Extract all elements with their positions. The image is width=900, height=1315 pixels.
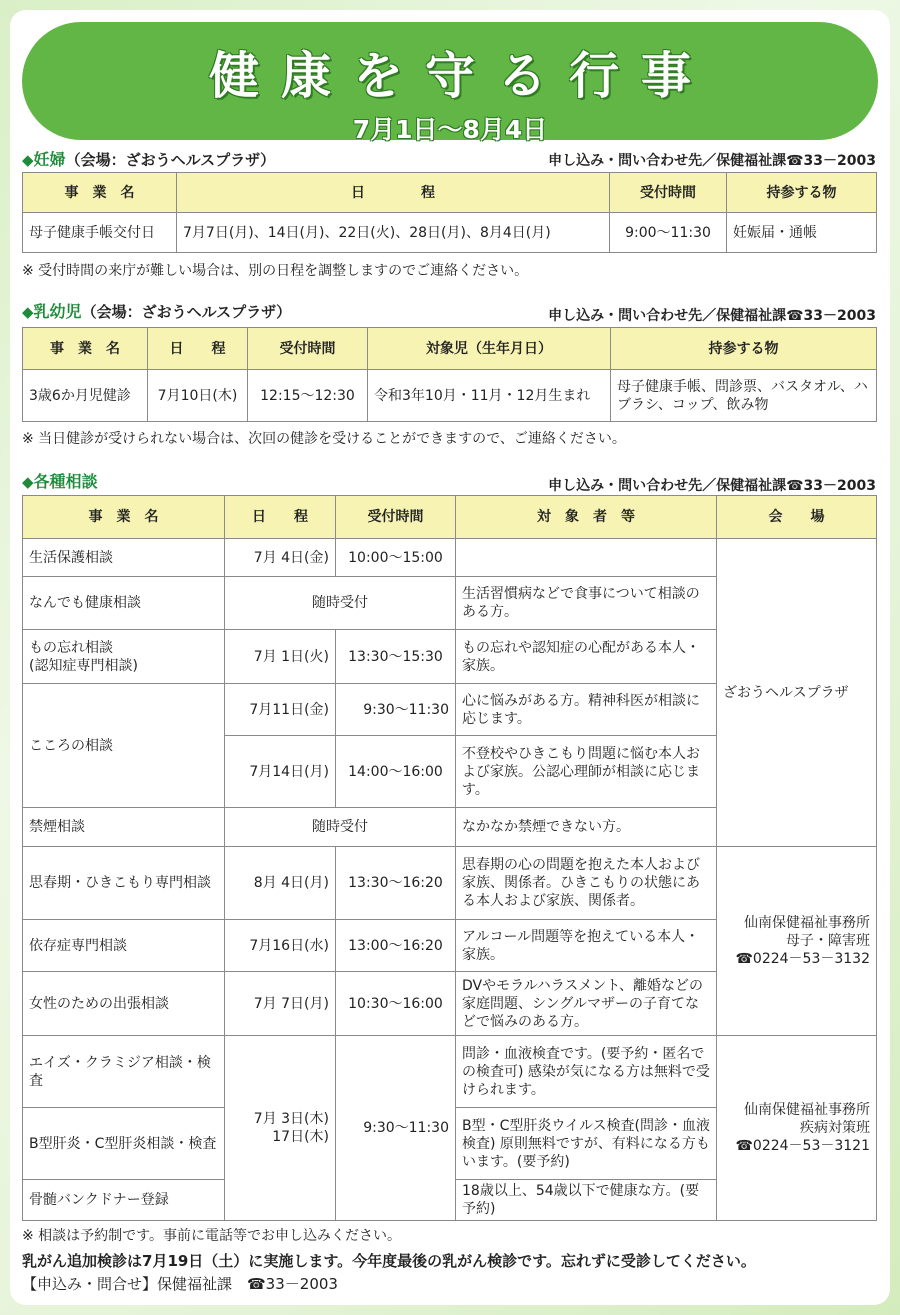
cell-time: 9:00～11:30 — [610, 213, 727, 253]
cell-name: もの忘れ相談 (認知症専門相談) — [23, 630, 225, 684]
cell-items: 妊娠届・通帳 — [727, 213, 877, 253]
cell-time: 13:30～16:20 — [336, 847, 456, 920]
col-header: 持参する物 — [611, 328, 877, 370]
col-header: 日 程 — [225, 496, 336, 539]
cell-name: 3歳6か月児健診 — [23, 370, 148, 422]
col-header: 受付時間 — [248, 328, 368, 370]
cell-target: 問診・血液検査です。(要予約・匿名での検査可) 感染が気になる方は無料で受けられます。 — [456, 1036, 717, 1108]
footer-contact: 【申込み・問合せ】保健福祉課 ☎33－2003 — [22, 1275, 338, 1293]
cell-items: 母子健康手帳、問診票、バスタオル、ハブラシ、コップ、飲み物 — [611, 370, 877, 422]
col-header: 会 場 — [717, 496, 877, 539]
diamond-bullet-icon: ◆ — [22, 473, 34, 491]
col-header: 対 象 者 等 — [456, 496, 717, 539]
section-venue: （会場：ざおうヘルスプラザ） — [81, 303, 292, 321]
cell-target: 心に悩みがある方。精神科医が相談に応じます。 — [456, 684, 717, 736]
cell-datetime: 随時受付 — [225, 577, 456, 630]
cell-name: 禁煙相談 — [23, 808, 225, 847]
section-name: 妊婦 — [33, 150, 66, 169]
cell-venue: 仙南保健福祉事務所 母子・障害班 ☎0224－53－3132 — [717, 847, 877, 1036]
cell-name: 骨髄バンクドナー登録 — [23, 1180, 225, 1221]
infant-note: ※ 当日健診が受けられない場合は、次回の健診を受けることができますので、ご連絡ください。 — [22, 431, 626, 447]
diamond-bullet-icon: ◆ — [22, 303, 34, 321]
table-row — [23, 539, 877, 577]
col-header: 日 程 — [177, 173, 610, 213]
cell-time: 14:00～16:00 — [336, 736, 456, 808]
cell-name: なんでも健康相談 — [23, 577, 225, 630]
pregnant-table — [22, 172, 877, 253]
cell-date: 7月 1日(火) — [225, 630, 336, 684]
cell-datetime: 随時受付 — [225, 808, 456, 847]
section-contact: 申し込み・問い合わせ先／保健福祉課☎33－2003 — [548, 308, 876, 324]
cell-date: 8月 4日(月) — [225, 847, 336, 920]
cell-date: 7月11日(金) — [225, 684, 336, 736]
cell-name: 思春期・ひきこもり専門相談 — [23, 847, 225, 920]
cell-date: 7月16日(水) — [225, 920, 336, 972]
pregnant-note: ※ 受付時間の来庁が難しい場合は、別の日程を調整しますのでご連絡ください。 — [22, 263, 529, 279]
table-row — [23, 370, 877, 422]
section-venue: （会場：ざおうヘルスプラザ） — [65, 151, 276, 169]
mammography-announcement: 乳がん追加検診は7月19日（土）に実施します。今年度最後の乳がん検診です。忘れずに受診してください。 — [22, 1252, 756, 1270]
cell-target: 不登校やひきこもり問題に悩む本人および家族。公認心理師が相談に応じます。 — [456, 736, 717, 808]
consult-section-heading — [22, 470, 876, 492]
cell-target: アルコール問題等を抱えている本人・家族。 — [456, 920, 717, 972]
col-header: 日 程 — [148, 328, 248, 370]
table-row — [23, 1036, 877, 1108]
section-contact: 申し込み・問い合わせ先／保健福祉課☎33－2003 — [548, 478, 876, 494]
cell-date: 7月 4日(金) — [225, 539, 336, 577]
col-header: 対象児（生年月日） — [368, 328, 611, 370]
col-header: 事 業 名 — [23, 328, 148, 370]
cell-name: こころの相談 — [23, 684, 225, 808]
page-title: 健康を守る行事 — [209, 47, 713, 105]
pregnant-section-heading — [22, 148, 876, 170]
cell-target: DVやモラルハラスメント、離婚などの家庭問題、シングルマザーの子育てなどで悩みのある方。 — [456, 972, 717, 1036]
cell-target: なかなか禁煙できない方。 — [456, 808, 717, 847]
cell-date: 7月10日(木) — [148, 370, 248, 422]
cell-target: 思春期の心の問題を抱えた本人および家族、関係者。ひきこもりの状態にある本人および家族、関係者。 — [456, 847, 717, 920]
table-row — [23, 847, 877, 920]
cell-venue: 仙南保健福祉事務所 疾病対策班 ☎0224－53－3121 — [717, 1036, 877, 1221]
cell-name: 女性のための出張相談 — [23, 972, 225, 1036]
cell-target: 令和3年10月・11月・12月生まれ — [368, 370, 611, 422]
consult-table — [22, 495, 877, 1221]
cell-name: 母子健康手帳交付日 — [23, 213, 177, 253]
cell-target: B型・C型肝炎ウイルス検査(問診・血液検査) 原則無料ですが、有料になる方もいます。(要予約) — [456, 1108, 717, 1180]
infant-table — [22, 327, 877, 422]
col-header: 事 業 名 — [23, 173, 177, 213]
title-banner — [22, 22, 878, 144]
consult-note: ※ 相談は予約制です。事前に電話等でお申し込みください。 — [22, 1228, 402, 1244]
cell-target: もの忘れや認知症の心配がある本人・家族。 — [456, 630, 717, 684]
cell-time: 9:30～11:30 — [336, 1036, 456, 1221]
table-row — [23, 213, 877, 253]
cell-target: 生活習慣病などで食事について相談のある方。 — [456, 577, 717, 630]
cell-name: 生活保護相談 — [23, 539, 225, 577]
cell-venue: ざおうヘルスプラザ — [717, 539, 877, 847]
cell-date: 7月14日(月) — [225, 736, 336, 808]
cell-time: 10:30～16:00 — [336, 972, 456, 1036]
cell-time: 13:30～15:30 — [336, 630, 456, 684]
cell-time: 10:00～15:00 — [336, 539, 456, 577]
diamond-bullet-icon: ◆ — [22, 151, 34, 169]
period-dates: 7月1日～8月4日 — [352, 115, 548, 144]
col-header: 受付時間 — [610, 173, 727, 213]
cell-target — [456, 539, 717, 577]
section-name: 各種相談 — [33, 472, 98, 491]
col-header: 持参する物 — [727, 173, 877, 213]
col-header: 事 業 名 — [23, 496, 225, 539]
cell-time: 9:30～11:30 — [336, 684, 456, 736]
cell-time: 12:15～12:30 — [248, 370, 368, 422]
infant-section-heading — [22, 300, 876, 322]
section-contact: 申し込み・問い合わせ先／保健福祉課☎33－2003 — [548, 153, 876, 169]
cell-name: B型肝炎・C型肝炎相談・検査 — [23, 1108, 225, 1180]
cell-date: 7月 7日(月) — [225, 972, 336, 1036]
cell-schedule: 7月7日(月)、14日(月)、22日(火)、28日(月)、8月4日(月) — [177, 213, 610, 253]
cell-name: 依存症専門相談 — [23, 920, 225, 972]
cell-target: 18歳以上、54歳以下で健康な方。(要予約) — [456, 1180, 717, 1221]
cell-name: エイズ・クラミジア相談・検査 — [23, 1036, 225, 1108]
cell-time: 13:00～16:20 — [336, 920, 456, 972]
col-header: 受付時間 — [336, 496, 456, 539]
cell-date: 7月 3日(木) 17日(木) — [225, 1036, 336, 1221]
section-name: 乳幼児 — [33, 302, 82, 321]
